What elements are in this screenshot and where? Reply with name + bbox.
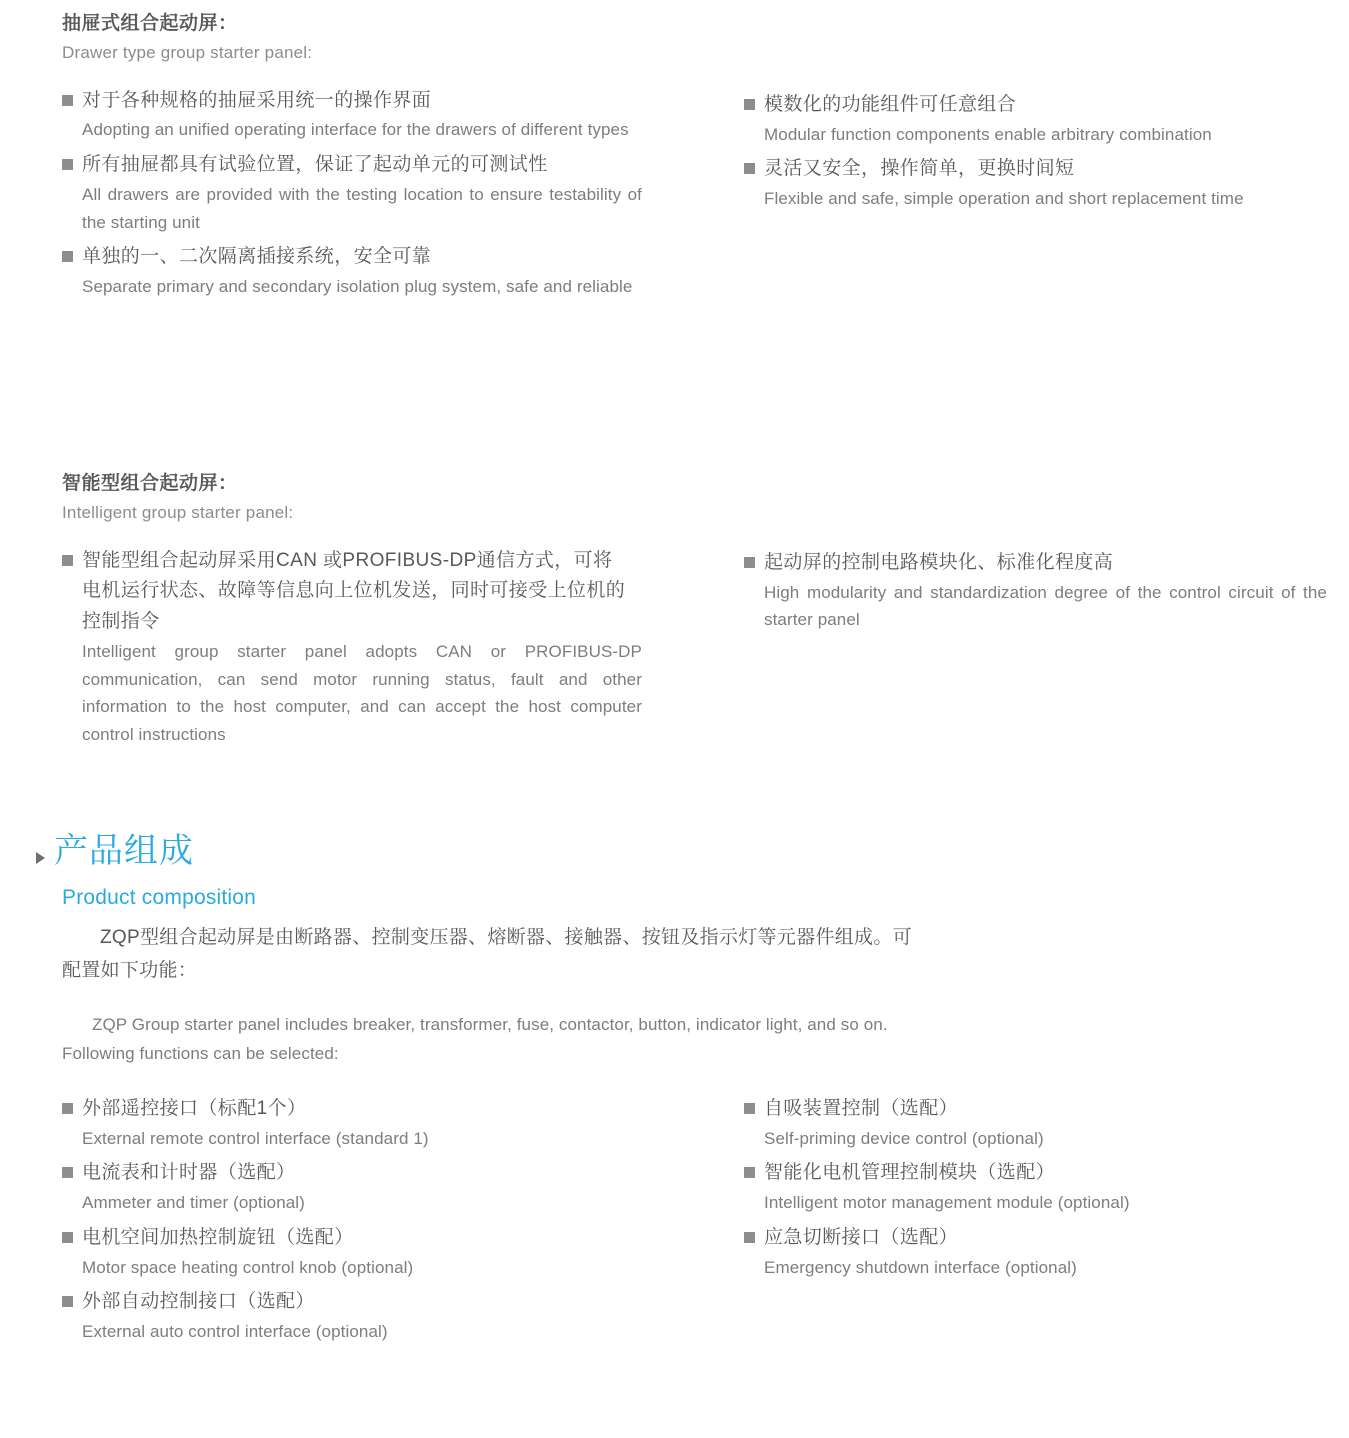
- list-item: [62, 242, 662, 300]
- list-item: [62, 1223, 662, 1281]
- product-paragraph-cn: ZQP型组合起动屏是由断路器、控制变压器、熔断器、接触器、按钮及指示灯等元器件组成。可配置如下功能：: [62, 927, 912, 981]
- square-bullet-icon: [744, 1167, 755, 1178]
- list-item: [744, 1223, 1324, 1281]
- list-item: [744, 548, 1327, 634]
- page-title: 产品组成: [54, 832, 194, 870]
- page-subtitle: Product composition: [62, 886, 257, 909]
- list-item-label-en: High modularity and standardization degree of the control circuit of the starter panel: [764, 582, 1327, 630]
- list-item: [62, 150, 662, 236]
- list-item: [62, 546, 662, 749]
- intelligent-title-en: Intelligent group starter panel:: [62, 502, 294, 522]
- list-item-label-cn: 所有抽屉都具有试验位置，保证了起动单元的可测试性: [82, 154, 548, 176]
- square-bullet-icon: [62, 1167, 73, 1178]
- list-item-label-cn: 外部遥控接口（标配1个）: [82, 1098, 307, 1119]
- list-item-label-cn: 智能型组合起动屏采用CAN 或PROFIBUS-DP通信方式，可将电机运行状态、故障等信息向上位机发送，同时可接受上位机的控制指令: [82, 549, 626, 633]
- list-item-label-cn: 电机空间加热控制旋钮（选配）: [82, 1226, 354, 1248]
- square-bullet-icon: [62, 251, 73, 262]
- list-item-label-en: All drawers are provided with the testing location to ensure testability of the starting unit: [82, 184, 642, 232]
- product-options-right: [744, 1088, 1324, 1285]
- list-item-label-en: Adopting an unified operating interface for the drawers of different types: [82, 120, 629, 140]
- product-options-left: [62, 1088, 662, 1350]
- list-item-label-en: Modular function components enable arbitrary combination: [764, 124, 1212, 144]
- list-item: [744, 90, 1324, 148]
- list-item-label-cn: 单独的一、二次隔离插接系统，安全可靠: [82, 246, 432, 268]
- list-item: [744, 1094, 1324, 1152]
- square-bullet-icon: [744, 163, 755, 174]
- list-item: [744, 1158, 1324, 1216]
- list-item-label-cn: 灵活又安全，操作简单，更换时间短: [764, 158, 1075, 180]
- square-bullet-icon: [62, 555, 73, 566]
- list-item-label-en: Separate primary and secondary isolation plug system, safe and reliable: [82, 277, 633, 297]
- list-item-label-en: External remote control interface (standard 1): [82, 1128, 429, 1148]
- list-item-label-cn: 起动屏的控制电路模块化、标准化程度高: [764, 552, 1114, 573]
- list-item-label-cn: 电流表和计时器（选配）: [82, 1162, 296, 1184]
- list-item-label-cn: 应急切断接口（选配）: [764, 1226, 959, 1248]
- intelligent-section-left: [62, 470, 662, 753]
- square-bullet-icon: [62, 1232, 73, 1243]
- list-item-label-cn: 自吸装置控制（选配）: [764, 1098, 959, 1119]
- drawer-title-cn: 抽屉式组合起动屏：: [62, 13, 238, 34]
- drawer-section-right: [744, 84, 1324, 217]
- list-item-label-cn: 对于各种规格的抽屉采用统一的操作界面: [82, 89, 432, 111]
- list-item-label-en: Motor space heating control knob (optional): [82, 1257, 414, 1277]
- square-bullet-icon: [744, 557, 755, 568]
- drawer-title-en: Drawer type group starter panel:: [62, 42, 313, 62]
- list-item-label-en: External auto control interface (optional): [82, 1322, 388, 1342]
- list-item-label-en: Self-priming device control (optional): [764, 1128, 1044, 1148]
- product-paragraph-en: ZQP Group starter panel includes breaker, transformer, fuse, contactor, button, indicator light, and so on. Following functions can be selected:: [62, 1015, 888, 1064]
- intelligent-section-right: [744, 542, 1327, 638]
- list-item-label-en: Intelligent group starter panel adopts CAN or PROFIBUS-DP communication, can send motor running status, fault and other information to the host computer, and can accept the host computer control instructions: [82, 641, 642, 745]
- list-item: [62, 1158, 662, 1216]
- list-item-label-cn: 智能化电机管理控制模块（选配）: [764, 1162, 1056, 1184]
- product-composition-heading: [36, 830, 194, 873]
- list-item-label-en: Flexible and safe, simple operation and short replacement time: [764, 189, 1244, 209]
- list-item-label-cn: 模数化的功能组件可任意组合: [764, 94, 1017, 115]
- list-item: [62, 86, 662, 144]
- square-bullet-icon: [62, 1103, 73, 1114]
- triangle-bullet-icon: [36, 852, 45, 864]
- drawer-section-left: [62, 10, 662, 305]
- list-item-label-en: Ammeter and timer (optional): [82, 1193, 305, 1213]
- square-bullet-icon: [62, 1296, 73, 1307]
- list-item-label-en: Intelligent motor management module (optional): [764, 1193, 1130, 1213]
- list-item: [744, 154, 1324, 212]
- list-item-label-en: Emergency shutdown interface (optional): [764, 1257, 1077, 1277]
- square-bullet-icon: [744, 1232, 755, 1243]
- intelligent-title-cn: 智能型组合起动屏：: [62, 473, 238, 494]
- square-bullet-icon: [744, 1103, 755, 1114]
- square-bullet-icon: [744, 99, 755, 110]
- list-item-label-cn: 外部自动控制接口（选配）: [82, 1291, 315, 1313]
- list-item: [62, 1094, 662, 1152]
- list-item: [62, 1287, 662, 1345]
- square-bullet-icon: [62, 95, 73, 106]
